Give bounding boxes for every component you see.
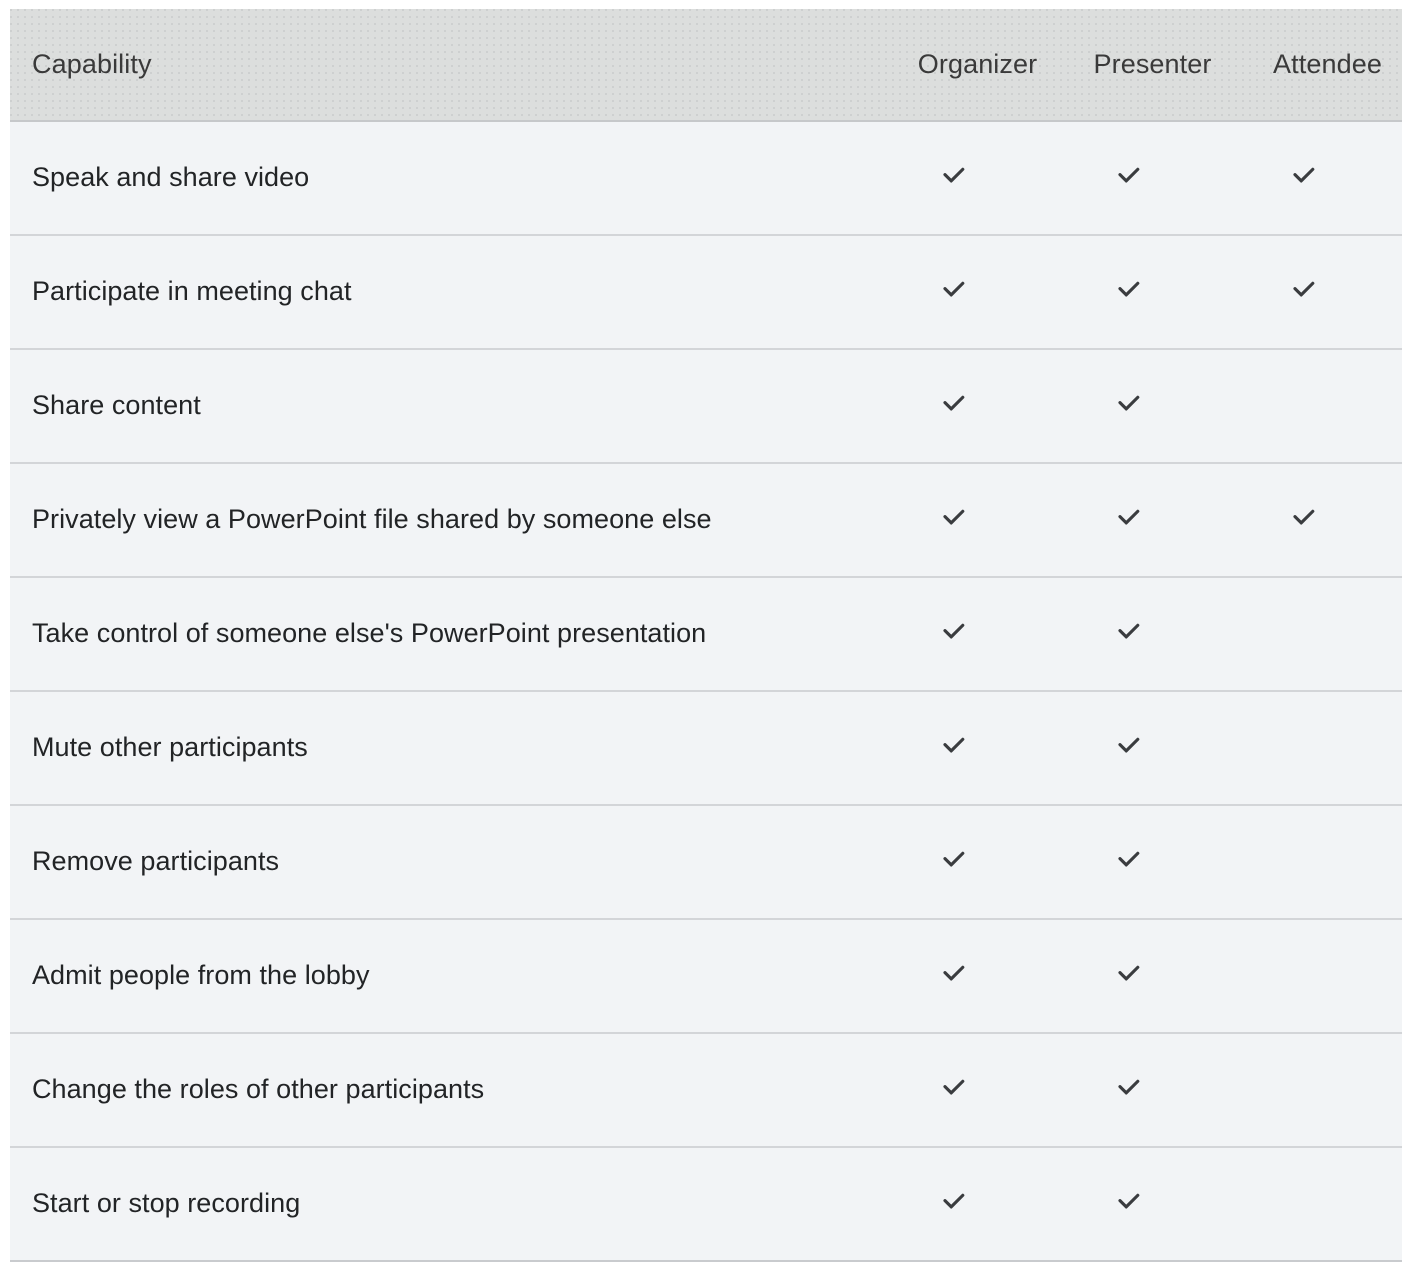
empty-cell <box>1289 617 1319 647</box>
check-icon <box>939 1073 969 1103</box>
empty-cell <box>1289 389 1319 419</box>
cell-presenter <box>1065 463 1240 577</box>
cell-presenter <box>1065 121 1240 235</box>
table-row <box>10 121 1402 235</box>
cell-presenter <box>1065 919 1240 1033</box>
cell-attendee <box>1240 919 1402 1033</box>
capability-label: Take control of someone else's PowerPoint presentation <box>10 577 890 691</box>
cell-attendee <box>1240 1033 1402 1147</box>
check-icon <box>1114 389 1144 419</box>
cell-organizer <box>890 691 1065 805</box>
cell-organizer <box>890 577 1065 691</box>
check-icon <box>1114 161 1144 191</box>
table-row <box>10 919 1402 1033</box>
check-icon <box>939 161 969 191</box>
empty-cell <box>1289 845 1319 875</box>
capability-label: Participate in meeting chat <box>10 235 890 349</box>
column-header-attendee: Attendee <box>1240 9 1402 121</box>
cell-organizer <box>890 1147 1065 1261</box>
capability-label: Speak and share video <box>10 121 890 235</box>
cell-attendee <box>1240 121 1402 235</box>
cell-attendee <box>1240 349 1402 463</box>
check-icon <box>1114 731 1144 761</box>
table-body <box>10 121 1402 1261</box>
capability-label: Share content <box>10 349 890 463</box>
table-header <box>10 9 1402 121</box>
capability-label: Privately view a PowerPoint file shared by someone else <box>10 463 890 577</box>
cell-organizer <box>890 349 1065 463</box>
check-icon <box>1114 959 1144 989</box>
empty-cell <box>1289 959 1319 989</box>
column-header-capability: Capability <box>10 9 890 121</box>
column-header-presenter: Presenter <box>1065 9 1240 121</box>
column-header-organizer: Organizer <box>890 9 1065 121</box>
table-header-row <box>10 9 1402 121</box>
table-row <box>10 349 1402 463</box>
check-icon <box>939 845 969 875</box>
cell-organizer <box>890 805 1065 919</box>
capability-table <box>10 9 1402 1262</box>
table-row <box>10 1147 1402 1261</box>
cell-attendee <box>1240 1147 1402 1261</box>
table-row <box>10 1033 1402 1147</box>
cell-attendee <box>1240 805 1402 919</box>
cell-presenter <box>1065 1033 1240 1147</box>
cell-organizer <box>890 121 1065 235</box>
cell-presenter <box>1065 691 1240 805</box>
empty-cell <box>1289 731 1319 761</box>
check-icon <box>1114 1187 1144 1217</box>
cell-organizer <box>890 235 1065 349</box>
cell-presenter <box>1065 235 1240 349</box>
table-row <box>10 235 1402 349</box>
table-row <box>10 691 1402 805</box>
table-row <box>10 463 1402 577</box>
cell-attendee <box>1240 463 1402 577</box>
check-icon <box>939 959 969 989</box>
cell-attendee <box>1240 577 1402 691</box>
cell-organizer <box>890 919 1065 1033</box>
capability-label: Remove participants <box>10 805 890 919</box>
check-icon <box>1114 503 1144 533</box>
check-icon <box>939 503 969 533</box>
cell-presenter <box>1065 805 1240 919</box>
capability-label: Mute other participants <box>10 691 890 805</box>
check-icon <box>939 731 969 761</box>
check-icon <box>939 1187 969 1217</box>
check-icon <box>939 275 969 305</box>
cell-organizer <box>890 1033 1065 1147</box>
capability-table-container <box>10 9 1393 1262</box>
capability-label: Change the roles of other participants <box>10 1033 890 1147</box>
cell-presenter <box>1065 349 1240 463</box>
cell-attendee <box>1240 235 1402 349</box>
table-row <box>10 577 1402 691</box>
check-icon <box>1289 503 1319 533</box>
check-icon <box>939 617 969 647</box>
capability-label: Admit people from the lobby <box>10 919 890 1033</box>
check-icon <box>1114 845 1144 875</box>
check-icon <box>1114 1073 1144 1103</box>
empty-cell <box>1289 1073 1319 1103</box>
cell-presenter <box>1065 1147 1240 1261</box>
capability-label: Start or stop recording <box>10 1147 890 1261</box>
empty-cell <box>1289 1187 1319 1217</box>
check-icon <box>1289 275 1319 305</box>
check-icon <box>1114 275 1144 305</box>
check-icon <box>1114 617 1144 647</box>
table-row <box>10 805 1402 919</box>
cell-presenter <box>1065 577 1240 691</box>
cell-attendee <box>1240 691 1402 805</box>
check-icon <box>1289 161 1319 191</box>
check-icon <box>939 389 969 419</box>
cell-organizer <box>890 463 1065 577</box>
